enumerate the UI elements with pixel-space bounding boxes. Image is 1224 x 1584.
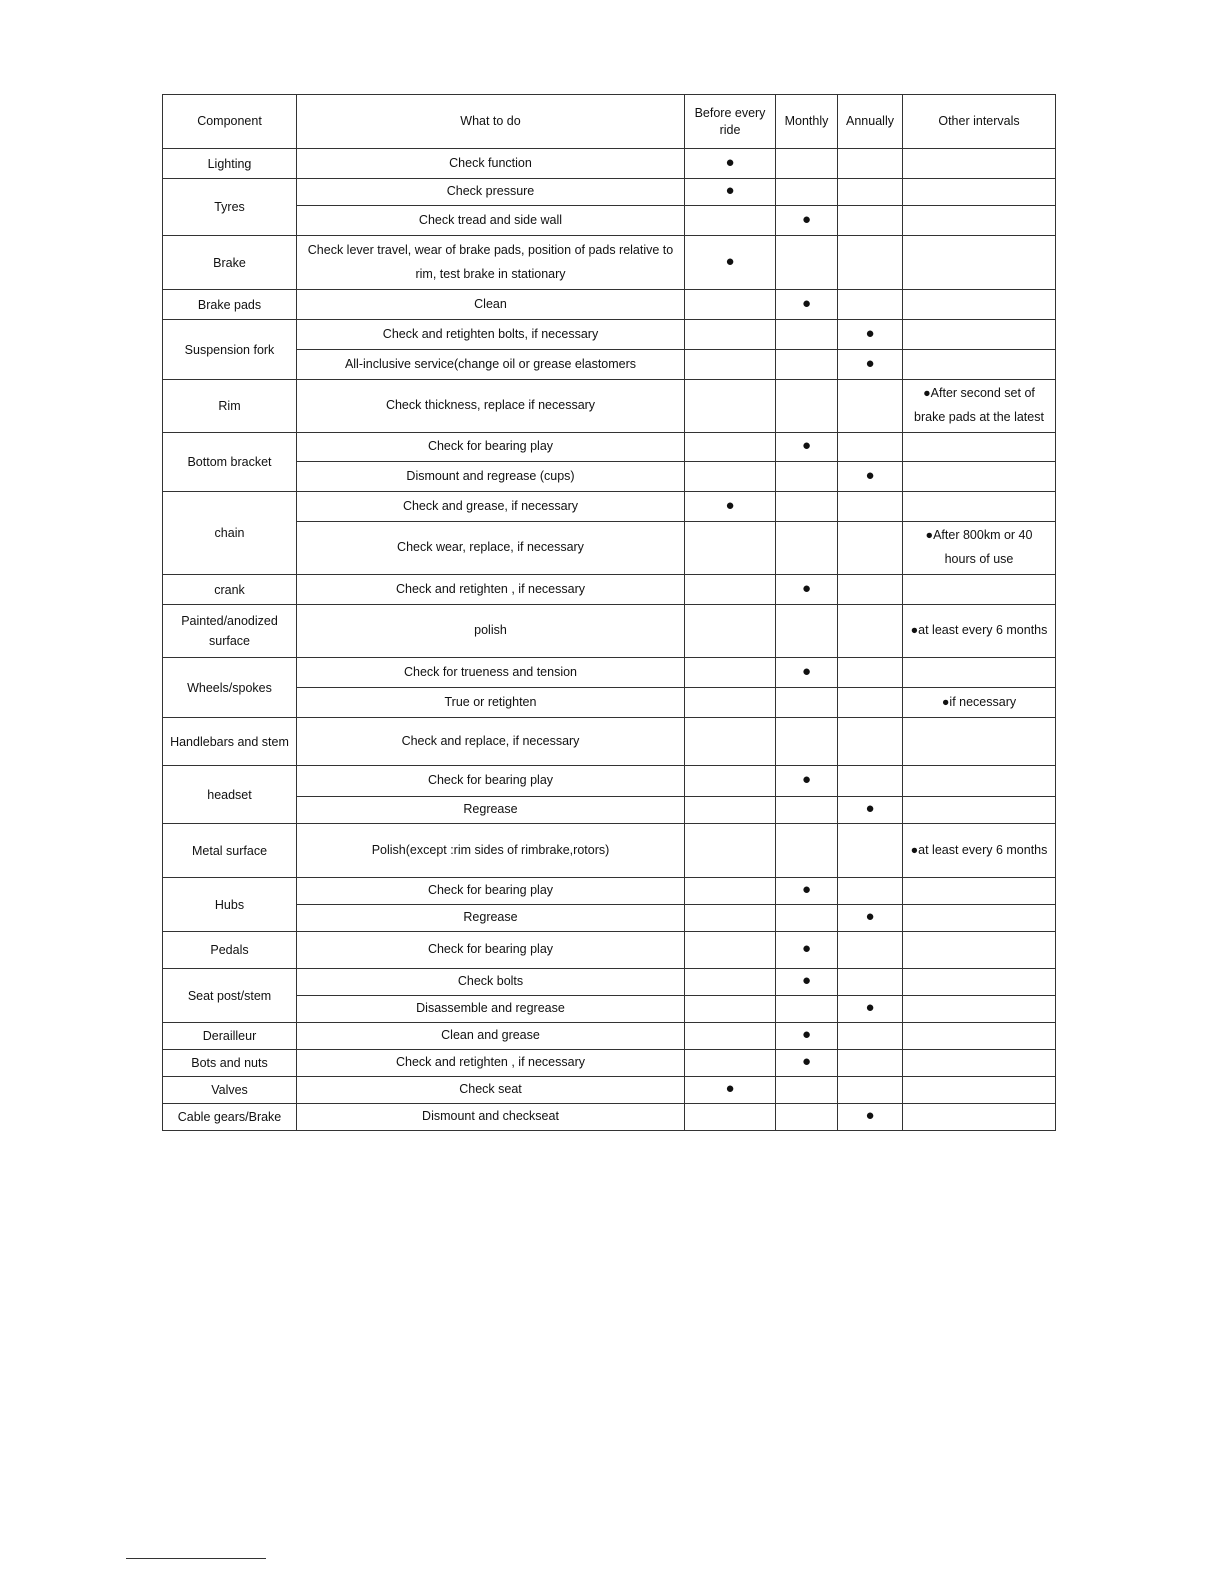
interval-mark: ● xyxy=(801,881,812,899)
before-cell xyxy=(685,433,776,462)
before-cell xyxy=(685,522,776,575)
annually-cell xyxy=(838,149,903,179)
task-cell: Check for trueness and tension xyxy=(297,658,685,688)
monthly-cell xyxy=(776,932,838,969)
table-row xyxy=(163,492,1056,522)
monthly-cell xyxy=(776,350,838,380)
before-cell xyxy=(685,996,776,1023)
monthly-cell xyxy=(776,320,838,350)
before-cell xyxy=(685,290,776,320)
header-what-to-do: What to do xyxy=(297,95,685,149)
table-row xyxy=(163,236,1056,290)
monthly-cell xyxy=(776,236,838,290)
annually-cell xyxy=(838,1104,903,1131)
before-cell xyxy=(685,350,776,380)
monthly-cell xyxy=(776,996,838,1023)
other-interval-cell xyxy=(903,433,1056,462)
table-row xyxy=(163,462,1056,492)
task-cell: Disassemble and regrease xyxy=(297,996,685,1023)
task-cell: Dismount and checkseat xyxy=(297,1104,685,1131)
other-interval-cell xyxy=(903,1077,1056,1104)
before-cell xyxy=(685,1077,776,1104)
component-cell: crank xyxy=(163,575,297,605)
interval-mark: ● xyxy=(801,662,812,680)
component-cell: Seat post/stem xyxy=(163,969,297,1023)
other-interval-cell xyxy=(903,206,1056,236)
annually-cell xyxy=(838,658,903,688)
interval-mark: ● xyxy=(865,324,875,342)
task-cell: Dismount and regrease (cups) xyxy=(297,462,685,492)
interval-mark: ● xyxy=(865,999,875,1017)
before-cell xyxy=(685,236,776,290)
other-interval-cell xyxy=(903,718,1056,766)
other-interval-cell xyxy=(903,797,1056,824)
task-cell: Clean xyxy=(297,290,685,320)
annually-cell xyxy=(838,206,903,236)
task-cell: Check and retighten bolts, if necessary xyxy=(297,320,685,350)
monthly-cell xyxy=(776,380,838,433)
task-cell: Check lever travel, wear of brake pads, position of pads relative to rim, test brake in stationary xyxy=(297,236,685,290)
maintenance-table xyxy=(162,94,1056,1131)
task-cell: polish xyxy=(297,605,685,658)
annually-cell xyxy=(838,320,903,350)
interval-mark: ● xyxy=(801,210,812,228)
interval-mark: ● xyxy=(865,354,875,372)
footnote-rule xyxy=(126,1558,266,1559)
before-cell xyxy=(685,658,776,688)
before-cell xyxy=(685,206,776,236)
other-interval-cell xyxy=(903,290,1056,320)
annually-cell xyxy=(838,1050,903,1077)
monthly-cell xyxy=(776,766,838,797)
interval-mark: ● xyxy=(725,153,735,171)
before-cell xyxy=(685,1023,776,1050)
header-row xyxy=(163,95,1056,149)
component-cell: Wheels/spokes xyxy=(163,658,297,718)
before-cell xyxy=(685,878,776,905)
monthly-cell xyxy=(776,658,838,688)
other-interval-cell xyxy=(903,1104,1056,1131)
table-row xyxy=(163,290,1056,320)
component-cell: Cable gears/Brake xyxy=(163,1104,297,1131)
component-cell: Rim xyxy=(163,380,297,433)
other-interval-cell: ●After 800km or 40 hours of use xyxy=(903,522,1056,575)
task-cell: Check for bearing play xyxy=(297,878,685,905)
other-interval-cell: ●After second set of brake pads at the latest xyxy=(903,380,1056,433)
other-interval-cell xyxy=(903,149,1056,179)
annually-cell xyxy=(838,575,903,605)
other-interval-cell xyxy=(903,492,1056,522)
other-interval-cell xyxy=(903,905,1056,932)
other-interval-cell xyxy=(903,932,1056,969)
other-interval-cell xyxy=(903,350,1056,380)
table-row xyxy=(163,605,1056,658)
task-cell: Check function xyxy=(297,149,685,179)
interval-mark: ● xyxy=(865,908,875,926)
component-cell: Handlebars and stem xyxy=(163,718,297,766)
interval-mark: ● xyxy=(801,437,812,455)
table-row xyxy=(163,932,1056,969)
task-cell: Check thickness, replace if necessary xyxy=(297,380,685,433)
annually-cell xyxy=(838,522,903,575)
annually-cell xyxy=(838,462,903,492)
monthly-cell xyxy=(776,1077,838,1104)
interval-mark: ● xyxy=(725,182,735,200)
task-cell: Check for bearing play xyxy=(297,932,685,969)
before-cell xyxy=(685,1104,776,1131)
before-cell xyxy=(685,932,776,969)
component-cell: Suspension fork xyxy=(163,320,297,380)
before-cell xyxy=(685,688,776,718)
monthly-cell xyxy=(776,1104,838,1131)
annually-cell xyxy=(838,824,903,878)
monthly-cell xyxy=(776,688,838,718)
other-interval-cell: ●at least every 6 months xyxy=(903,824,1056,878)
before-cell xyxy=(685,1050,776,1077)
other-interval-cell xyxy=(903,1050,1056,1077)
table-row xyxy=(163,905,1056,932)
interval-mark: ● xyxy=(865,800,875,818)
before-cell xyxy=(685,492,776,522)
table-row xyxy=(163,797,1056,824)
interval-mark: ● xyxy=(801,294,812,312)
annually-cell xyxy=(838,878,903,905)
before-cell xyxy=(685,905,776,932)
task-cell: True or retighten xyxy=(297,688,685,718)
annually-cell xyxy=(838,996,903,1023)
table-row xyxy=(163,1050,1056,1077)
table-row xyxy=(163,1023,1056,1050)
monthly-cell xyxy=(776,1023,838,1050)
table-row xyxy=(163,149,1056,179)
annually-cell xyxy=(838,1077,903,1104)
table-row xyxy=(163,380,1056,433)
table-row xyxy=(163,766,1056,797)
annually-cell xyxy=(838,433,903,462)
interval-mark: ● xyxy=(801,972,812,990)
component-cell: Brake xyxy=(163,236,297,290)
before-cell xyxy=(685,969,776,996)
annually-cell xyxy=(838,797,903,824)
monthly-cell xyxy=(776,433,838,462)
other-interval-cell xyxy=(903,179,1056,206)
table-row xyxy=(163,433,1056,462)
annually-cell xyxy=(838,688,903,718)
task-cell: Check seat xyxy=(297,1077,685,1104)
monthly-cell xyxy=(776,575,838,605)
annually-cell xyxy=(838,179,903,206)
component-cell: Derailleur xyxy=(163,1023,297,1050)
component-cell: Painted/anodized surface xyxy=(163,605,297,658)
other-interval-cell xyxy=(903,996,1056,1023)
table-row xyxy=(163,996,1056,1023)
table-row xyxy=(163,522,1056,575)
before-cell xyxy=(685,462,776,492)
table-row xyxy=(163,1077,1056,1104)
component-cell: Tyres xyxy=(163,179,297,236)
annually-cell xyxy=(838,380,903,433)
monthly-cell xyxy=(776,878,838,905)
interval-mark: ● xyxy=(801,579,812,597)
monthly-cell xyxy=(776,149,838,179)
interval-mark: ● xyxy=(725,1080,735,1098)
monthly-cell xyxy=(776,605,838,658)
interval-mark: ● xyxy=(801,1026,812,1044)
other-interval-cell: ●at least every 6 months xyxy=(903,605,1056,658)
other-interval-cell xyxy=(903,1023,1056,1050)
interval-mark: ● xyxy=(801,771,812,789)
component-cell: Bots and nuts xyxy=(163,1050,297,1077)
annually-cell xyxy=(838,718,903,766)
component-cell: Metal surface xyxy=(163,824,297,878)
task-cell: Clean and grease xyxy=(297,1023,685,1050)
task-cell: Check and grease, if necessary xyxy=(297,492,685,522)
component-cell: Valves xyxy=(163,1077,297,1104)
before-cell xyxy=(685,797,776,824)
monthly-cell xyxy=(776,179,838,206)
annually-cell xyxy=(838,290,903,320)
table-row xyxy=(163,824,1056,878)
table-row xyxy=(163,878,1056,905)
other-interval-cell xyxy=(903,878,1056,905)
task-cell: Regrease xyxy=(297,905,685,932)
annually-cell xyxy=(838,905,903,932)
component-cell: Hubs xyxy=(163,878,297,932)
monthly-cell xyxy=(776,1050,838,1077)
monthly-cell xyxy=(776,969,838,996)
other-interval-cell xyxy=(903,766,1056,797)
monthly-cell xyxy=(776,522,838,575)
before-cell xyxy=(685,605,776,658)
table-row xyxy=(163,718,1056,766)
monthly-cell xyxy=(776,797,838,824)
other-interval-cell xyxy=(903,969,1056,996)
component-cell: chain xyxy=(163,492,297,575)
monthly-cell xyxy=(776,824,838,878)
component-cell: Lighting xyxy=(163,149,297,179)
task-cell: Check bolts xyxy=(297,969,685,996)
interval-mark: ● xyxy=(801,940,812,958)
header-component: Component xyxy=(163,95,297,149)
before-cell xyxy=(685,380,776,433)
interval-mark: ● xyxy=(725,496,735,514)
before-cell xyxy=(685,320,776,350)
monthly-cell xyxy=(776,905,838,932)
table-row xyxy=(163,320,1056,350)
before-cell xyxy=(685,824,776,878)
component-cell: Brake pads xyxy=(163,290,297,320)
table-row xyxy=(163,658,1056,688)
annually-cell xyxy=(838,492,903,522)
other-interval-cell xyxy=(903,462,1056,492)
before-cell xyxy=(685,766,776,797)
task-cell: Check for bearing play xyxy=(297,433,685,462)
header-annually: Annually xyxy=(838,95,903,149)
annually-cell xyxy=(838,350,903,380)
annually-cell xyxy=(838,1023,903,1050)
before-cell xyxy=(685,718,776,766)
monthly-cell xyxy=(776,718,838,766)
component-cell: Pedals xyxy=(163,932,297,969)
annually-cell xyxy=(838,605,903,658)
task-cell: Check for bearing play xyxy=(297,766,685,797)
task-cell: Check and replace, if necessary xyxy=(297,718,685,766)
table-row xyxy=(163,688,1056,718)
task-cell: Check wear, replace, if necessary xyxy=(297,522,685,575)
interval-mark: ● xyxy=(801,1053,812,1071)
component-cell: Bottom bracket xyxy=(163,433,297,492)
monthly-cell xyxy=(776,290,838,320)
monthly-cell xyxy=(776,492,838,522)
table-body xyxy=(163,149,1056,1131)
before-cell xyxy=(685,179,776,206)
task-cell: All-inclusive service(change oil or grease elastomers xyxy=(297,350,685,380)
header-monthly: Monthly xyxy=(776,95,838,149)
table-row xyxy=(163,969,1056,996)
table-row xyxy=(163,575,1056,605)
monthly-cell xyxy=(776,462,838,492)
interval-mark: ● xyxy=(865,466,875,484)
task-cell: Check pressure xyxy=(297,179,685,206)
table-row xyxy=(163,206,1056,236)
other-interval-cell xyxy=(903,236,1056,290)
table-row xyxy=(163,179,1056,206)
other-interval-cell xyxy=(903,658,1056,688)
task-cell: Polish(except :rim sides of rimbrake,rotors) xyxy=(297,824,685,878)
other-interval-cell xyxy=(903,320,1056,350)
component-cell: headset xyxy=(163,766,297,824)
table-row xyxy=(163,350,1056,380)
before-cell xyxy=(685,575,776,605)
task-cell: Regrease xyxy=(297,797,685,824)
other-interval-cell: ●if necessary xyxy=(903,688,1056,718)
header-other-intervals: Other intervals xyxy=(903,95,1056,149)
annually-cell xyxy=(838,766,903,797)
annually-cell xyxy=(838,236,903,290)
task-cell: Check and retighten , if necessary xyxy=(297,1050,685,1077)
annually-cell xyxy=(838,932,903,969)
header-before-every-ride: Before every ride xyxy=(685,95,776,149)
table-row xyxy=(163,1104,1056,1131)
annually-cell xyxy=(838,969,903,996)
task-cell: Check and retighten , if necessary xyxy=(297,575,685,605)
interval-mark: ● xyxy=(865,1107,875,1125)
interval-mark: ● xyxy=(725,252,735,270)
monthly-cell xyxy=(776,206,838,236)
before-cell xyxy=(685,149,776,179)
task-cell: Check tread and side wall xyxy=(297,206,685,236)
other-interval-cell xyxy=(903,575,1056,605)
